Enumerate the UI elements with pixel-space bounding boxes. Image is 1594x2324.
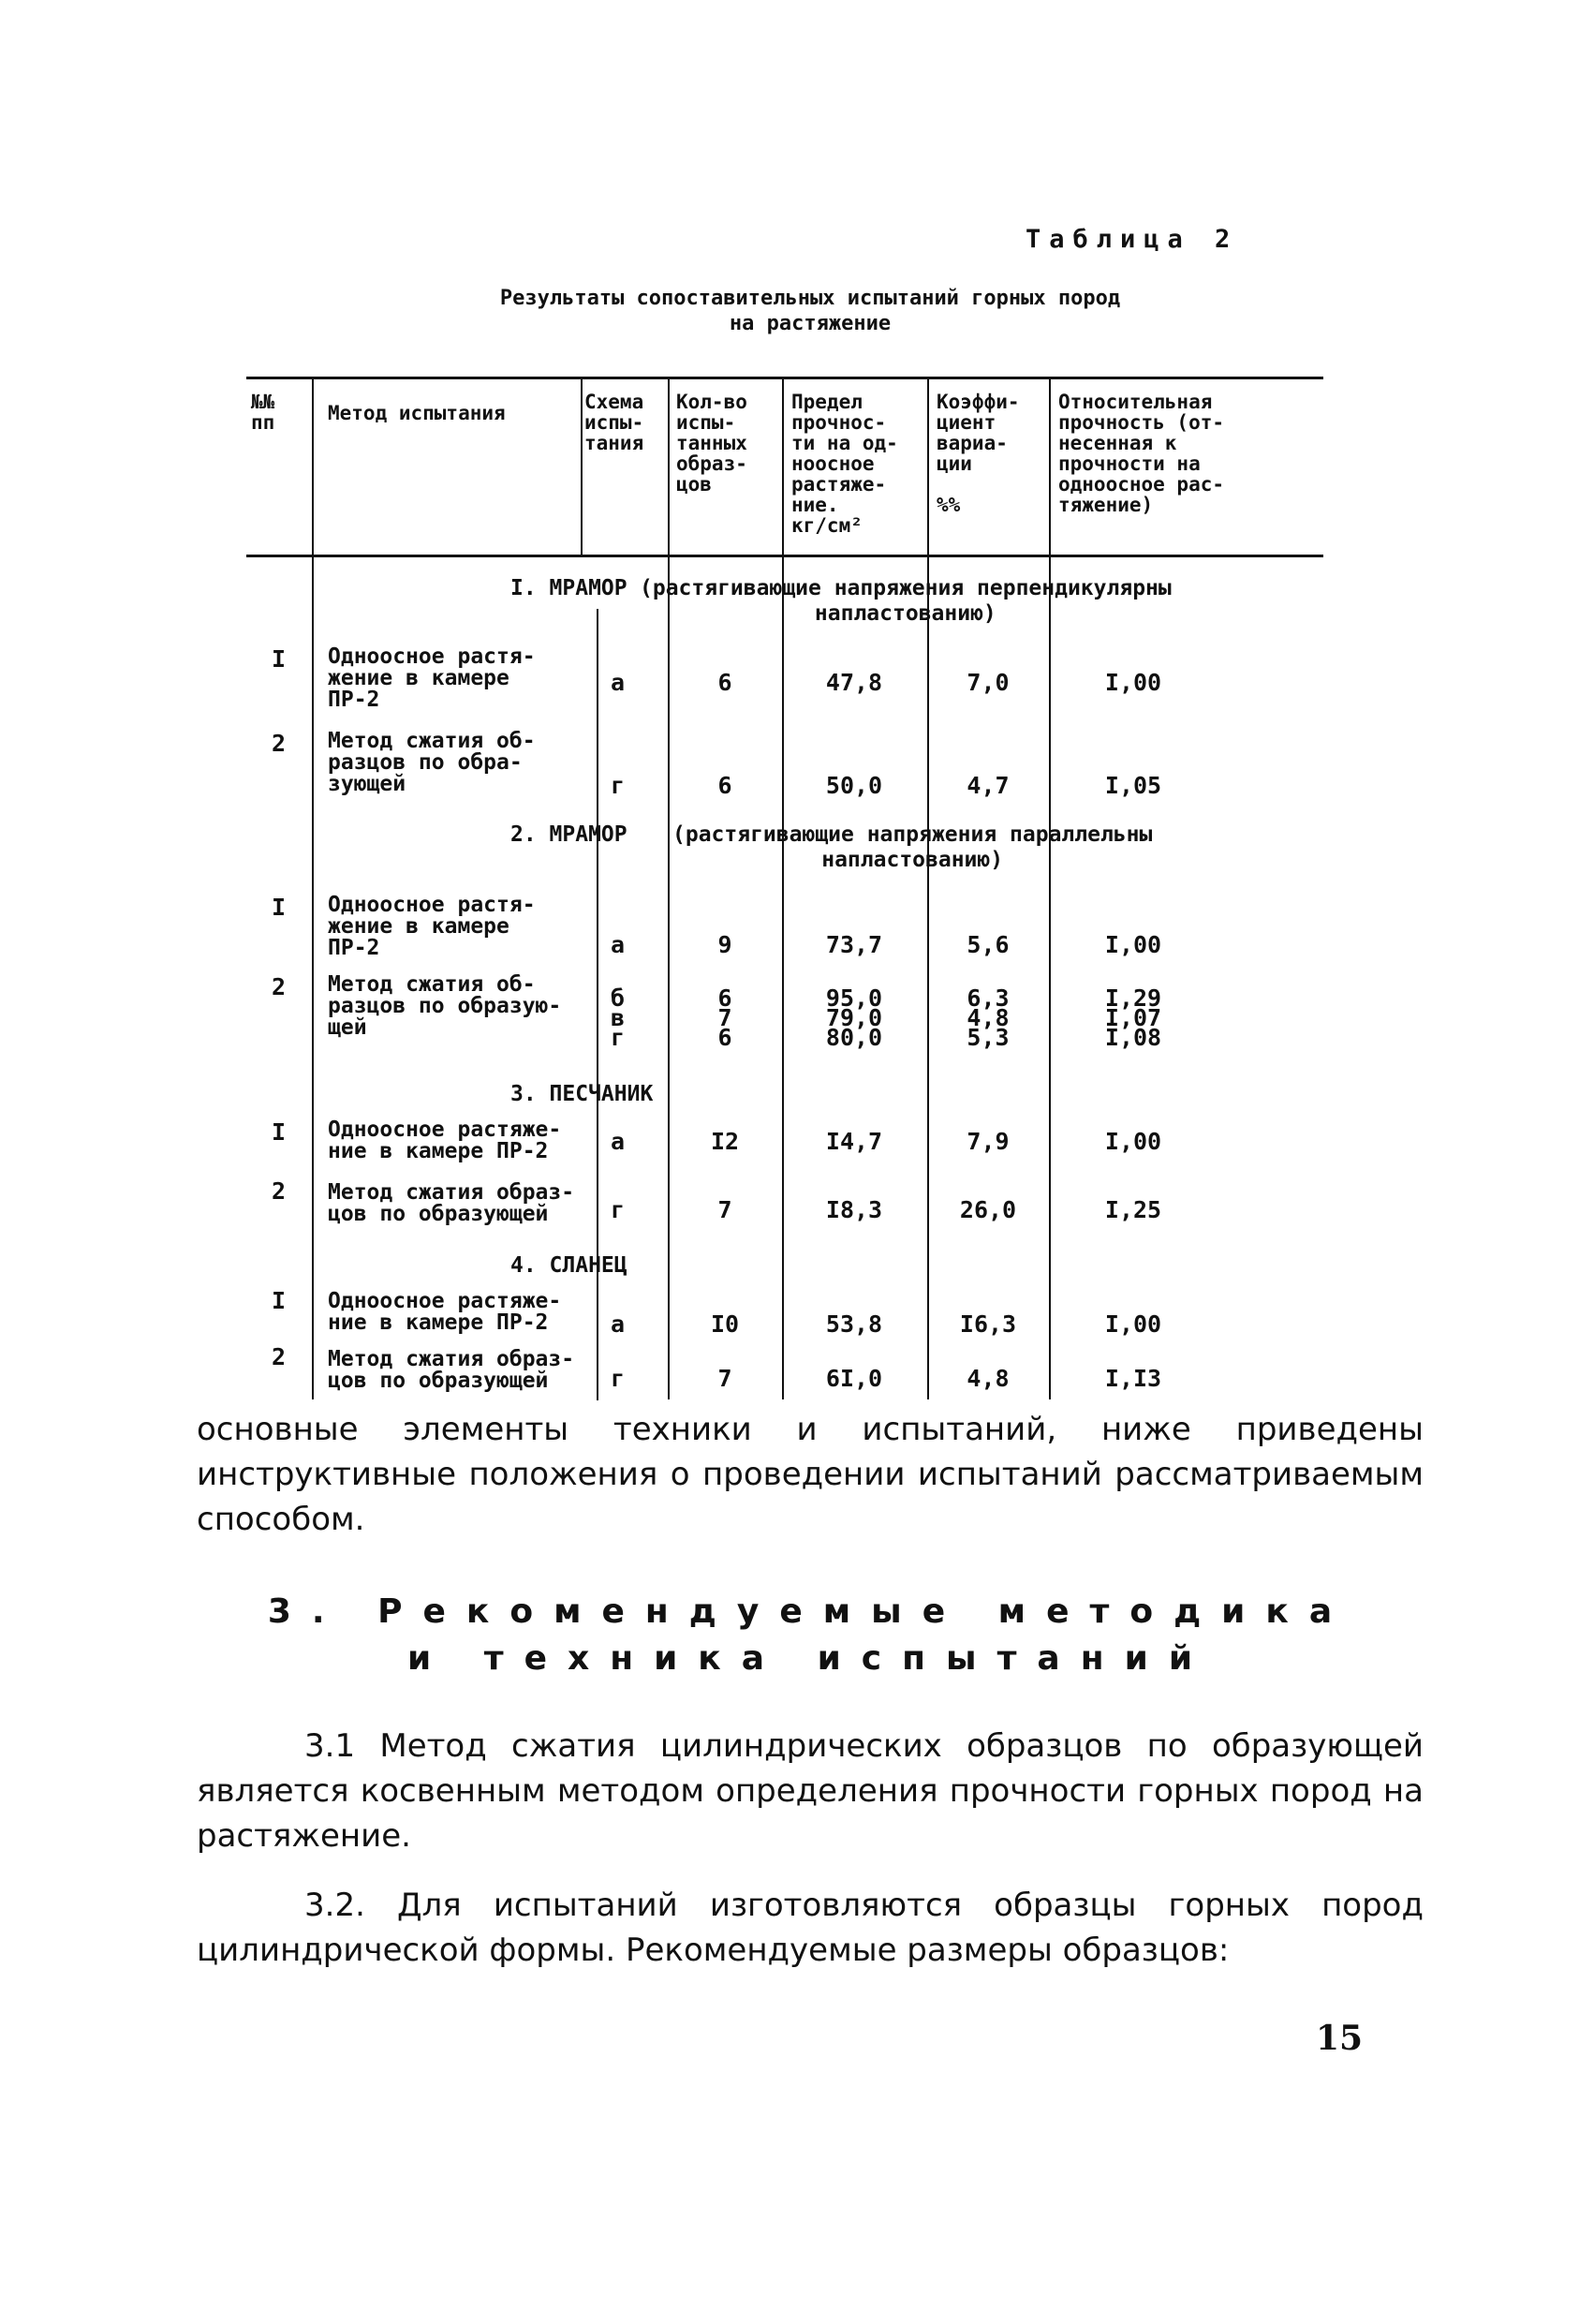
row-variation: I6,3 [959,1310,1017,1338]
row-method: Одноосное растя- жение в камере ПР-2 [328,893,536,960]
row-number: I [272,1118,287,1146]
header-count: Кол-во испы- танных образ- цов [676,391,747,496]
section-note: (растягивающие напряжения параллельны напластованию) [672,822,1153,872]
row-count: 6 [717,669,732,696]
row-count: I2 [710,1128,740,1155]
col-divider-3 [668,378,670,1399]
row-method: Метод сжатия об- разцов по образую- щей [328,972,562,1040]
row-variation: 4,8 [967,1365,1010,1392]
page-number: 15 [1316,2019,1364,2058]
table-caption-line-1: Результаты сопоставительных испытаний горных пород [499,287,1121,310]
table-header-rule [246,555,1323,557]
table-label: Таблица 2 [1026,225,1239,254]
row-relative: I,29 I,07 I,08 [1104,984,1162,1051]
section-heading-line-2: и техника испытаний [406,1639,1214,1678]
col-divider-5 [927,378,929,1399]
section-title: 3. ПЕСЧАНИК [510,1082,654,1106]
row-number: 2 [272,973,287,1000]
row-count: 6 7 6 [717,984,732,1051]
row-method: Метод сжатия образ- цов по образующей [328,1347,575,1393]
row-scheme: а [611,1310,626,1338]
row-relative: I,25 [1104,1196,1162,1223]
col-divider-6 [1049,378,1051,1399]
row-count: 7 [717,1196,732,1223]
row-method: Одноосное растяже- ние в камере ПР-2 [328,1118,562,1163]
row-scheme: а [611,1128,626,1155]
continuation-paragraph: основные элементы техники и испытаний, ниже приведены инструктивные положения о проведении испытаний рассматриваемым способом. [197,1411,1424,1538]
section-title: 4. СЛАНЕЦ [510,1253,627,1278]
row-variation: 6,3 4,8 5,3 [967,984,1010,1051]
row-strength: I8,3 [825,1196,883,1223]
row-number: I [272,894,287,921]
paragraph-3-1: 3.1 Метод сжатия цилиндрических образцов по образующей является косвенным методом определения прочности горных пород на растяжение. [197,1727,1424,1855]
col-divider-2 [597,609,598,1400]
row-scheme: а [611,931,626,958]
row-method: Метод сжатия образ- цов по образующей [328,1180,575,1226]
row-relative: I,00 [1104,931,1162,958]
header-relative: Относительная прочность (от- несенная к прочности на одноосное рас- тяжение) [1058,391,1225,516]
row-variation: 7,0 [967,669,1010,696]
col-divider-2-header [581,378,583,556]
row-variation: 26,0 [959,1196,1017,1223]
row-relative: I,05 [1104,772,1162,799]
row-method: Одноосное растя- жение в камере ПР-2 [328,644,536,712]
paragraph-3-2: 3.2. Для испытаний изготовляются образцы горных пород цилиндрической формы. Рекомендуемые размеры образцов: [197,1887,1424,1969]
col-divider-1 [312,378,314,1399]
row-scheme: б в г [611,984,626,1051]
row-number: 2 [272,730,287,757]
row-number: 2 [272,1177,287,1205]
table-caption-line-2: на растяжение [729,312,892,335]
row-strength: 53,8 [825,1310,883,1338]
row-count: I0 [710,1310,740,1338]
row-scheme: г [611,772,626,799]
row-method: Одноосное растяже- ние в камере ПР-2 [328,1289,562,1335]
row-number: 2 [272,1343,287,1370]
row-method: Метод сжатия об- разцов по обра- зующей [328,729,536,796]
row-strength: 47,8 [825,669,883,696]
table-top-rule [246,377,1323,379]
row-relative: I,I3 [1104,1365,1162,1392]
row-scheme: г [611,1365,626,1392]
row-count: 6 [717,772,732,799]
section-heading-line-1: 3. Рекомендуемые методика [267,1592,1353,1631]
section-note: (растягивающие напряжения перпендикулярны напластованию) [640,576,1172,626]
row-count: 9 [717,931,732,958]
row-strength: 73,7 [825,931,883,958]
section-title: 2. МРАМОР [510,822,627,847]
header-method: Метод испытания [328,402,506,424]
header-strength: Предел прочнос- ти на од- ноосное растяже- ние. кг/см² [791,391,898,537]
row-relative: I,00 [1104,1310,1162,1338]
row-number: I [272,645,287,673]
row-strength: 95,0 79,0 80,0 [825,984,883,1051]
row-number: I [272,1287,287,1314]
row-count: 7 [717,1365,732,1392]
row-variation: 7,9 [967,1128,1010,1155]
header-scheme: Схема испы- тания [584,391,644,454]
row-relative: I,00 [1104,1128,1162,1155]
row-relative: I,00 [1104,669,1162,696]
row-strength: 50,0 [825,772,883,799]
section-title: I. МРАМОР [510,576,627,600]
row-scheme: а [611,669,626,696]
row-variation: 4,7 [967,772,1010,799]
header-number: №№ пп [251,391,275,434]
col-divider-4 [782,378,784,1399]
header-variation: Коэффи- циент вариа- ции %% [937,391,1020,516]
row-scheme: г [611,1196,626,1223]
row-strength: 6I,0 [825,1365,883,1392]
row-variation: 5,6 [967,931,1010,958]
row-strength: I4,7 [825,1128,883,1155]
